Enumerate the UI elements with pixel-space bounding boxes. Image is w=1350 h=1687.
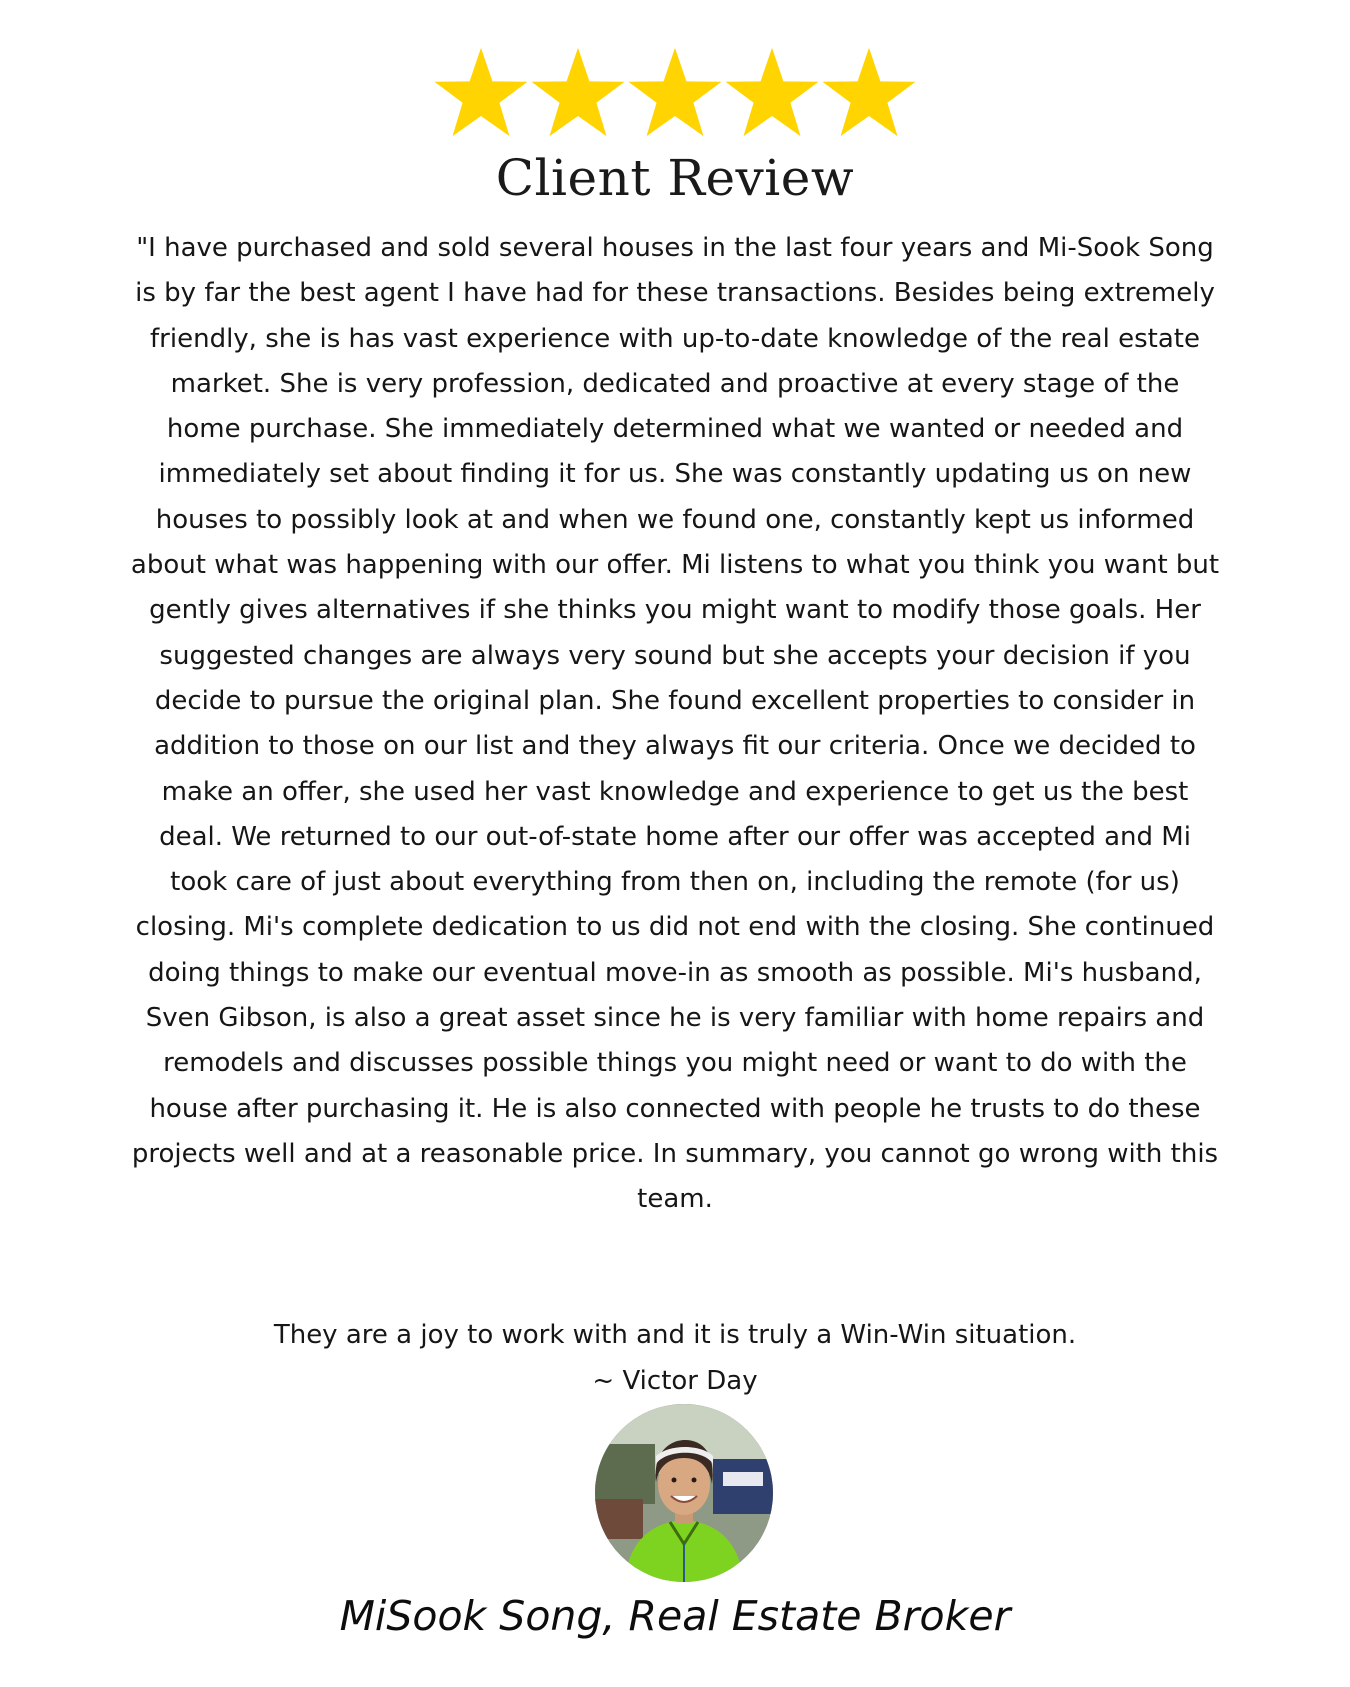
review-closing: They are a joy to work with and it is truly a Win-Win situation.: [273, 1320, 1077, 1350]
review-author: ~ Victor Day: [592, 1366, 758, 1396]
star-rating: [0, 46, 1350, 138]
page-title: Client Review: [495, 149, 855, 207]
agent-portrait-icon: [595, 1404, 773, 1582]
star-icon: [626, 46, 724, 138]
star-icon: [529, 46, 627, 138]
star-icon: [432, 46, 530, 138]
avatar: [595, 1404, 773, 1582]
review-body: [130, 226, 1220, 1223]
review-text: "I have purchased and sold several houses in the last four years and Mi-Sook Song is by far the best agent I have had for these transactions. Besides being extremely friendly, she is has vast experience with up-to-date knowledge of the real estate market. She is very profession, dedicated and proactive at every stage of the home purchase. She immediately determined what we wanted or needed and immediately set about finding it for us. She was constantly updating us on new houses to possibly look at and when we found one, constantly kept us informed about what was happening with our offer. Mi listens to what you think you want but gently gives alternatives if she thinks you might want to modify those goals. Her suggested changes are always very sound but she accepts your decision if you decide to pursue the original plan. She found excellent properties to consider in addition to those on our list and they always fit our criteria. Once we decided to make an offer, she used her vast knowledge and experience to get us the best deal. We returned to our out-of-state home after our offer was accepted and Mi took care of just about everything from then on, including the remote (for us) closing. Mi's complete dedication to us did not end with the closing. She continued doing things to make our eventual move-in as smooth as possible. Mi's husband, Sven Gibson, is also a great asset since he is very familiar with home repairs and remodels and discusses possible things you might need or want to do with the house after purchasing it. He is also connected with people he trusts to do these projects well and at a reasonable price. In summary, you cannot go wrong with this team.: [130, 233, 1220, 1215]
star-icon: [723, 46, 821, 138]
agent-name-title: MiSook Song, Real Estate Broker: [339, 1592, 1011, 1640]
star-icon: [820, 46, 918, 138]
